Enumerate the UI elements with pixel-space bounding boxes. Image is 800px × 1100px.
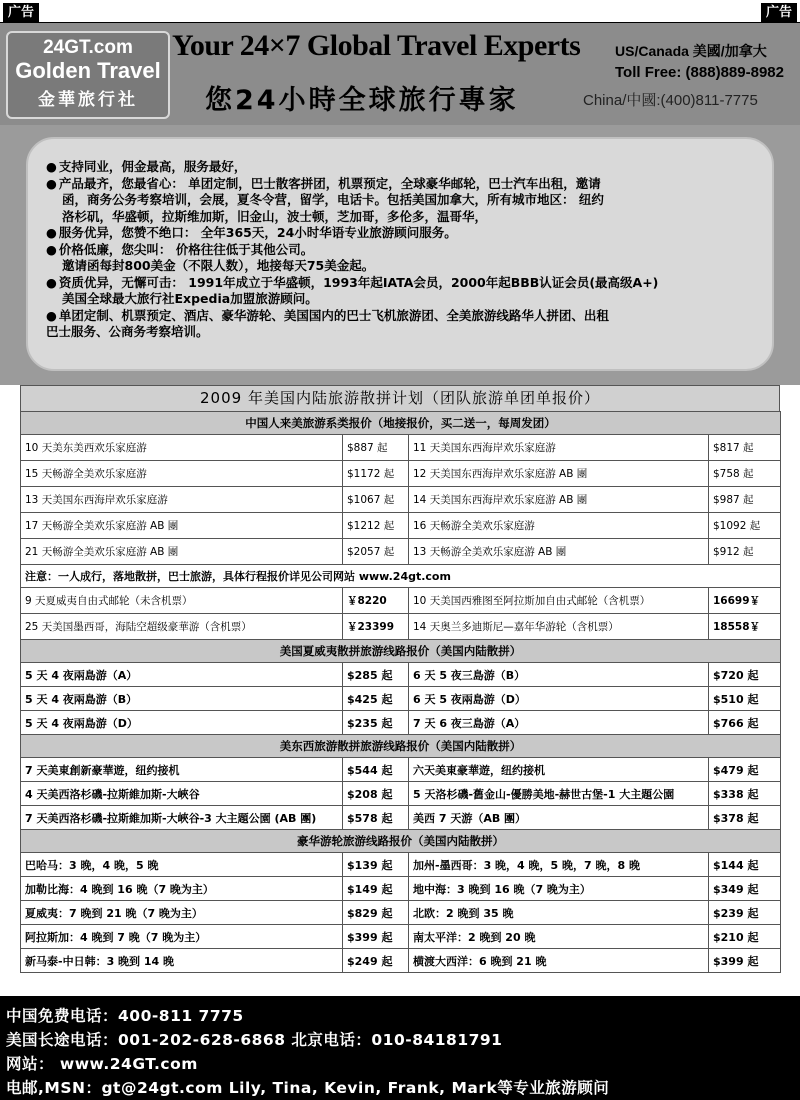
- table-row: [21, 614, 781, 640]
- tour-name: 6 天 5 夜兩島游（D）: [409, 687, 709, 711]
- bullet-icon: ●: [46, 274, 57, 290]
- table-row: [21, 853, 781, 877]
- table-row: [21, 711, 781, 735]
- tour-price: $578 起: [343, 806, 409, 830]
- tour-price: $544 起: [343, 758, 409, 782]
- bullet-icon: ●: [46, 175, 57, 191]
- table-row: [21, 487, 781, 513]
- feature-item: [46, 275, 762, 308]
- tour-price: $149 起: [343, 877, 409, 901]
- tour-name: 加勒比海：4 晚到 16 晚（7 晚为主）: [21, 877, 343, 901]
- table-row: [21, 539, 781, 565]
- tour-price: $378 起: [709, 806, 781, 830]
- feature-text: 产品最齐，您最省心： 单团定制，巴士散客拼团，机票预定，全球豪华邮轮，巴士汽车出租，邀请: [58, 175, 601, 191]
- tour-price: $720 起: [709, 663, 781, 687]
- tour-name: 14 天美国东西海岸欢乐家庭游 AB 團: [409, 487, 709, 513]
- table-row: [21, 901, 781, 925]
- section-heading-luxury-cruise: 豪华游轮旅游线路报价（美国内陆散拼）: [21, 830, 781, 853]
- feature-text: 单团定制、机票预定、酒店、豪华游轮、美国国内的巴士飞机旅游团、全美旅游线路华人拼团、出租: [58, 307, 609, 323]
- rates-table: [20, 411, 781, 973]
- logo-name: Golden Travel: [15, 58, 161, 83]
- tour-price: $2057 起: [343, 539, 409, 565]
- tour-price: $338 起: [709, 782, 781, 806]
- section-heading-east-west: 美东西旅游散拼旅游线路报价（美国内陆散拼）: [21, 735, 781, 758]
- tour-name: 9 天夏威夷自由式邮轮（未含机票）: [21, 588, 343, 614]
- tour-name: 4 天美西洛杉磯-拉斯維加斯-大峽谷: [21, 782, 343, 806]
- tour-price: ￥23399: [343, 614, 409, 640]
- feature-text: 支持同业，佣金最高，服务最好，: [58, 159, 247, 174]
- feature-item: [46, 308, 762, 341]
- tour-name: 5 天 4 夜兩島游（B）: [21, 687, 343, 711]
- tour-price: $887 起: [343, 435, 409, 461]
- toll-free-number: Toll Free: (888)889-8982: [615, 64, 784, 81]
- tour-price: $210 起: [709, 925, 781, 949]
- tour-price: $510 起: [709, 687, 781, 711]
- table-row: [21, 687, 781, 711]
- tour-name: 阿拉斯加：4 晚到 7 晚（7 晚为主）: [21, 925, 343, 949]
- tour-price: $139 起: [343, 853, 409, 877]
- table-row: [21, 758, 781, 782]
- tour-price: $766 起: [709, 711, 781, 735]
- footer-china-toll-free: 中国免费电话：400-811 7775: [6, 1007, 244, 1025]
- table-row: [21, 588, 781, 614]
- feature-item: [46, 176, 762, 226]
- tour-price: $1067 起: [343, 487, 409, 513]
- tour-name: 25 天美国墨西哥，海陆空超级豪華游（含机票）: [21, 614, 343, 640]
- tour-name: 17 天畅游全美欢乐家庭游 AB 團: [21, 513, 343, 539]
- tour-name: 7 天美西洛杉磯-拉斯維加斯-大峽谷-3 大主題公園 (AB 團): [21, 806, 343, 830]
- table-row: [21, 782, 781, 806]
- china-phone-number: China/中國:(400)811-7775: [583, 92, 758, 109]
- contact-footer: [0, 996, 800, 1100]
- table-row: [21, 925, 781, 949]
- ad-tag-left: 广告: [3, 3, 39, 22]
- feature-text-continued: 美国全球最大旅行社Expedia加盟旅游顾问。: [62, 291, 318, 306]
- tour-price: $758 起: [709, 461, 781, 487]
- footer-us-long-distance: 美国长途电话：001-202-628-6868 北京电话：010-84181791: [6, 1031, 503, 1049]
- tour-price: $249 起: [343, 949, 409, 973]
- features-list: [28, 139, 772, 341]
- tour-name: 21 天畅游全美欢乐家庭游 AB 團: [21, 539, 343, 565]
- tour-price: $987 起: [709, 487, 781, 513]
- table-row: [21, 435, 781, 461]
- tour-price: ￥8220: [343, 588, 409, 614]
- tour-price: $144 起: [709, 853, 781, 877]
- tour-name: 5 天 4 夜兩島游（D）: [21, 711, 343, 735]
- tour-price: $1172 起: [343, 461, 409, 487]
- tour-name: 美西 7 天游（AB 團）: [409, 806, 709, 830]
- feature-text-continued: 函，商务公务考察培训，会展，夏冬令营，留学，电话卡。包括美国加拿大，所有城市地区： 纽约: [62, 192, 604, 207]
- golden-travel-logo: [6, 31, 170, 119]
- tour-name: 14 天奥兰多迪斯尼—嘉年华游轮（含机票）: [409, 614, 709, 640]
- bullet-icon: ●: [46, 241, 57, 257]
- tour-name: 7 天美東創新豪華遊，纽约接机: [21, 758, 343, 782]
- tour-price: $235 起: [343, 711, 409, 735]
- feature-text: 价格低廉，您尖叫： 价格往往低于其他公司。: [58, 241, 314, 257]
- tour-name: 5 天 4 夜兩島游（A）: [21, 663, 343, 687]
- tour-name: 六天美東豪華遊，纽约接机: [409, 758, 709, 782]
- tour-price: $829 起: [343, 901, 409, 925]
- tour-price: $912 起: [709, 539, 781, 565]
- ad-tag-right: 广告: [761, 3, 797, 22]
- tour-name: 5 天洛杉磯-舊金山-優勝美地-赫世古堡-1 大主題公園: [409, 782, 709, 806]
- tour-name: 地中海：3 晚到 16 晚（7 晚为主）: [409, 877, 709, 901]
- tour-price: $1212 起: [343, 513, 409, 539]
- tagline-english: Your 24×7 Global Travel Experts: [172, 29, 581, 62]
- tour-price: $399 起: [709, 949, 781, 973]
- tour-name: 新马泰-中日韩：3 晚到 14 晚: [21, 949, 343, 973]
- tour-price: $1092 起: [709, 513, 781, 539]
- tour-price: $239 起: [709, 901, 781, 925]
- tour-price: $479 起: [709, 758, 781, 782]
- section-heading-china-tours: 中国人来美旅游系类报价（地接报价，买二送一，每周发团）: [21, 412, 781, 435]
- tour-name: 13 天美国东西海岸欢乐家庭游: [21, 487, 343, 513]
- tour-price: $399 起: [343, 925, 409, 949]
- tour-name: 10 天美东美西欢乐家庭游: [21, 435, 343, 461]
- header-banner: [0, 22, 800, 127]
- tour-name: 7 天 6 夜三島游（A）: [409, 711, 709, 735]
- tour-name: 巴哈马：3 晚，4 晚，5 晚: [21, 853, 343, 877]
- table-row: [21, 806, 781, 830]
- table-row: [21, 513, 781, 539]
- bullet-icon: ●: [46, 307, 57, 323]
- tour-name: 15 天畅游全美欢乐家庭游: [21, 461, 343, 487]
- tour-name: 12 天美国东西海岸欢乐家庭游 AB 團: [409, 461, 709, 487]
- bullet-icon: ●: [46, 225, 57, 240]
- feature-text-continued: 邀请函每封800美金（不限人数），地接每天75美金起。: [62, 258, 375, 273]
- feature-text: 服务优异，您赞不绝口： 全年365天，24小时华语专业旅游顾问服务。: [58, 225, 457, 240]
- tour-name: 北欧：2 晚到 35 晚: [409, 901, 709, 925]
- feature-item: [46, 225, 762, 242]
- rates-table-title: 2009 年美国内陆旅游散拼计划（团队旅游单团单报价）: [20, 385, 780, 411]
- tour-name: 加州-墨西哥：3 晚，4 晚，5 晚，7 晚，8 晚: [409, 853, 709, 877]
- table-row: [21, 949, 781, 973]
- tour-name: 6 天 5 夜三島游（B）: [409, 663, 709, 687]
- tour-name: 横渡大西洋：6 晚到 21 晚: [409, 949, 709, 973]
- table-row: [21, 877, 781, 901]
- feature-text-continued: 巴士服务、公商务考察培训。: [46, 324, 209, 339]
- features-panel: [26, 137, 774, 371]
- tour-name: 13 天畅游全美欢乐家庭游 AB 團: [409, 539, 709, 565]
- us-canada-label: US/Canada 美國/加拿大: [615, 43, 767, 59]
- feature-item: [46, 159, 762, 176]
- feature-text-continued: 洛杉矶，华盛顿，拉斯维加斯，旧金山，波士顿，芝加哥，多伦多，温哥华，: [62, 208, 488, 224]
- tour-name: 11 天美国东西海岸欢乐家庭游: [409, 435, 709, 461]
- table-row: [21, 663, 781, 687]
- tour-price: $285 起: [343, 663, 409, 687]
- tour-price: 16699￥: [709, 588, 781, 614]
- tagline-chinese: 您24小時全球旅行專家: [205, 85, 519, 116]
- tour-price: $817 起: [709, 435, 781, 461]
- tour-price: $425 起: [343, 687, 409, 711]
- footer-website: 网站： www.24GT.com: [6, 1055, 198, 1073]
- tour-name: 16 天畅游全美欢乐家庭游: [409, 513, 709, 539]
- tour-name: 南太平洋：2 晚到 20 晚: [409, 925, 709, 949]
- feature-item: [46, 242, 762, 275]
- table-row: [21, 461, 781, 487]
- tour-name: 10 天美国西雅图至阿拉斯加自由式邮轮（含机票）: [409, 588, 709, 614]
- table-note: 注意：一人成行，落地散拼，巴士旅游，具体行程报价详见公司网站 www.24gt.com: [21, 565, 781, 588]
- rates-table-block: [20, 385, 780, 973]
- logo-chinese-name: 金華旅行社: [38, 90, 138, 109]
- section-heading-hawaii: 美国夏威夷散拼旅游线路报价（美国内陆散拼）: [21, 640, 781, 663]
- footer-email-msn: 电邮,MSN：gt@24gt.com Lily, Tina, Kevin, Frank, Mark等专业旅游顾问: [6, 1079, 610, 1097]
- tour-name: 夏威夷：7 晚到 21 晚（7 晚为主）: [21, 901, 343, 925]
- logo-domain: 24GT.com: [43, 37, 133, 58]
- feature-text: 资质优异，无懈可击： 1991年成立于华盛顿，1993年起IATA会员，2000年起BBB认证会员(最高级A+): [58, 274, 659, 290]
- bullet-icon: ●: [46, 159, 57, 174]
- tour-price: $349 起: [709, 877, 781, 901]
- tour-price: 18558￥: [709, 614, 781, 640]
- tour-price: $208 起: [343, 782, 409, 806]
